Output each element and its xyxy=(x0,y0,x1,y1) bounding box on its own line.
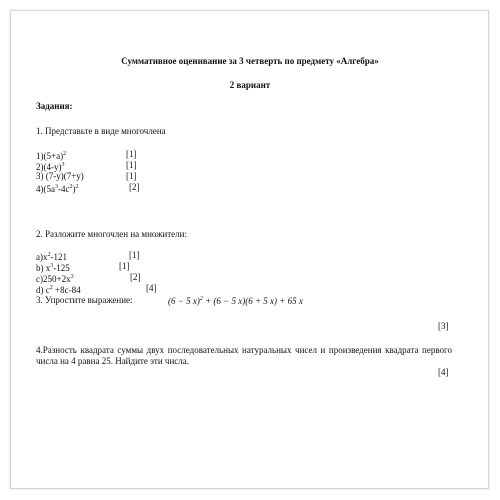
task1-item-2-points: [1] xyxy=(126,160,137,170)
task3-expression: (6 − 5 x)$^2$ + (6 − 5 x)(6 + 5 x) + 65 x xyxy=(168,296,303,306)
task1-item-3: 3) (7-y)(7+y) xyxy=(36,171,84,181)
task1-heading: 1. Представьте в виде многочлена xyxy=(36,126,166,136)
task1-item-1-points: [1] xyxy=(126,149,137,159)
task2-heading: 2. Разложите многочлен на множители: xyxy=(36,229,187,239)
task2-item-d: d) $c^2 +8c-84$ xyxy=(36,285,81,295)
task2-item-c: $c)250+2x^3$ xyxy=(36,274,74,284)
task1-item-1: $1)(5+a)^2$ xyxy=(36,151,67,161)
task4-text: 4.Разность квадрата суммы двух последовательных натуральных чисел и произведения квадрата первого числа на 4 равна 25. Найдите эти числа. xyxy=(36,345,452,366)
task3-heading: 3. Упростите выражение: xyxy=(36,295,133,305)
task2-item-b: b) $x^3-125$ xyxy=(36,263,70,273)
task1-item-2: $2)(4-y)^3$ xyxy=(36,162,65,172)
task2-item-d-points: [4] xyxy=(146,283,157,293)
task4-points: [4] xyxy=(438,367,449,377)
task2-item-a: $a)x^2-121$ xyxy=(36,252,67,262)
variant-label: 2 вариант xyxy=(229,80,271,90)
task1-item-4-points: [2] xyxy=(129,182,140,192)
task2-item-c-points: [2] xyxy=(130,272,141,282)
task1-item-3-points: [1] xyxy=(126,171,137,181)
tasks-heading: Задания: xyxy=(36,101,73,111)
document-title: Суммативное оценивание за 3 четверть по предмету «Алгебра» xyxy=(121,56,379,66)
task1-item-4: $4)(5a^3-4c^2)^2$ xyxy=(36,184,79,194)
task2-item-b-points: [1] xyxy=(119,261,130,271)
task3-points: [3] xyxy=(438,321,449,331)
task2-item-a-points: [1] xyxy=(129,250,140,260)
